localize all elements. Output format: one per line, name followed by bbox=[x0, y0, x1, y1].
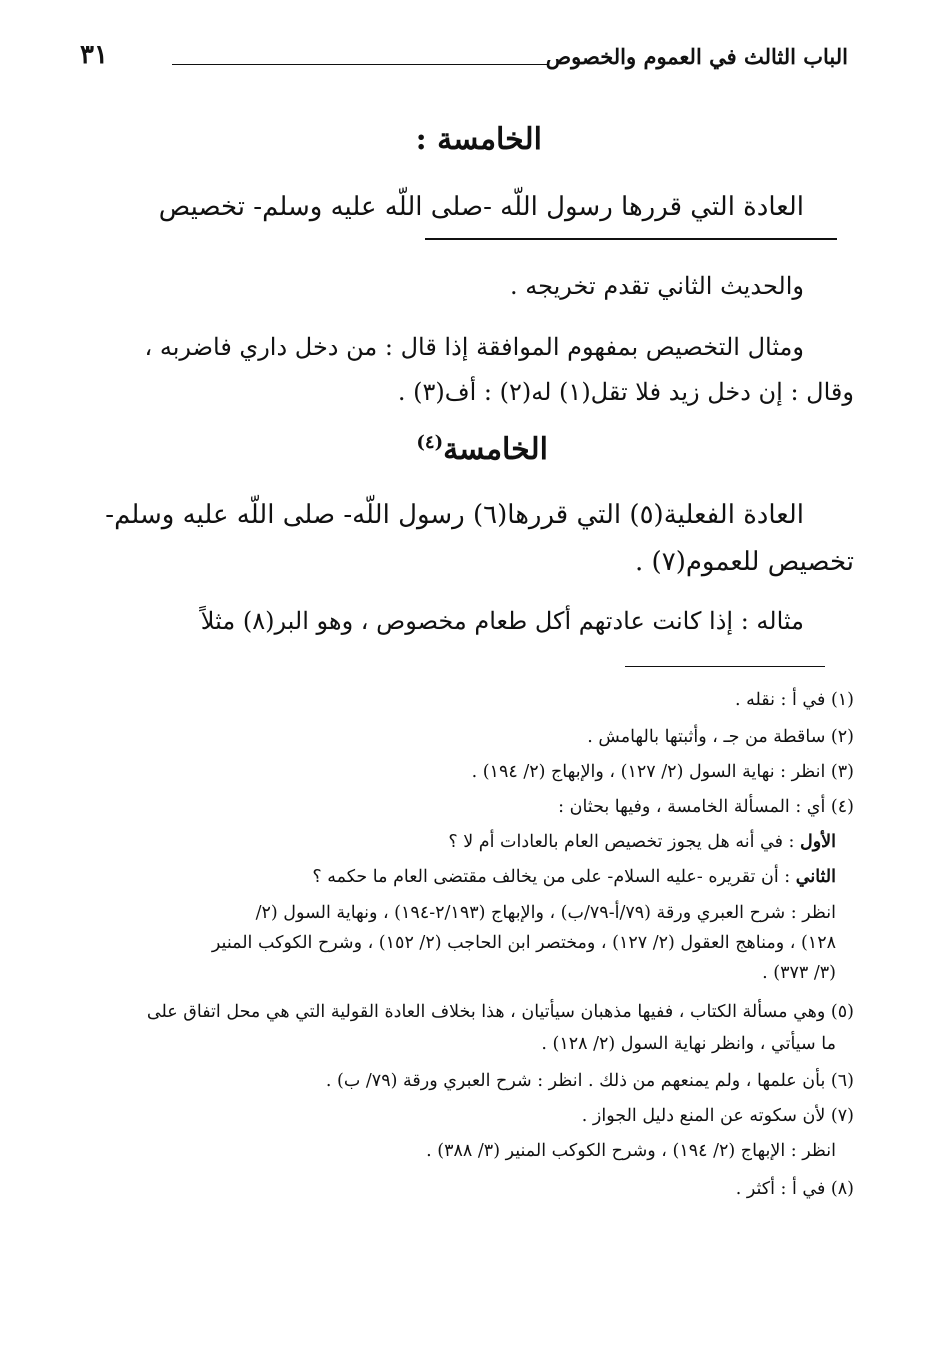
footnote-4-second-point bbox=[312, 867, 836, 887]
footnote-3: (٣) انظر : نهاية السول (٢/ ١٢٧) ، والإبهاج (٢/ ١٩٤) . bbox=[471, 762, 854, 782]
rule-statement-line: العادة الفعلية(٥) التي قررها(٦) رسول اللّه- صلى اللّه عليه وسلم- bbox=[105, 500, 804, 530]
footnote-2: (٢) ساقطة من جـ ، وأثبتها بالهامش . bbox=[587, 727, 854, 747]
header-rule bbox=[172, 64, 548, 65]
footnote-1: (١) في أ : نقله . bbox=[734, 690, 854, 710]
footnote-separator bbox=[625, 666, 825, 667]
rule-statement: العادة التي قررها رسول اللّه -صلى اللّه عليه وسلم- تخصيص bbox=[158, 192, 804, 222]
body-line: ومثال التخصيص بمفهوم الموافقة إذا قال : من دخل داري فاضربه ، bbox=[144, 333, 804, 361]
section-heading-fifth-footnoted bbox=[416, 432, 548, 467]
second-point-text: : أن تقريره -عليه السلام- على من يخالف مقتضى العام ما حكمه ؟ bbox=[312, 867, 796, 887]
footnote-5: (٥) وهي مسألة الكتاب ، ففيها مذهبان سيأتيان ، هذا بخلاف العادة القولية التي هي محل اتفاق على bbox=[146, 1002, 854, 1022]
footnote-5-continued: ما سيأتي ، وانظر نهاية السول (٢/ ١٢٨) . bbox=[541, 1034, 836, 1054]
footnote-4-reference: (٣/ ٣٧٣) . bbox=[762, 963, 836, 983]
page-number: ٣١ bbox=[80, 40, 108, 70]
rule-statement-line: تخصيص للعموم(٧) . bbox=[635, 547, 854, 577]
footnote-ref: (٤) bbox=[416, 432, 444, 453]
rule-underline bbox=[425, 238, 837, 240]
section-heading-fifth: الخامسة : bbox=[415, 122, 542, 157]
body-line: مثاله : إذا كانت عادتهم أكل طعام مخصوص ، وهو البر(٨) مثلاً bbox=[200, 607, 804, 635]
footnote-8: (٨) في أ : أكثر . bbox=[735, 1179, 854, 1199]
body-line: والحديث الثاني تقدم تخريجه . bbox=[510, 272, 804, 300]
footnote-7-reference: انظر : الإبهاج (٢/ ١٩٤) ، وشرح الكوكب المنير (٣/ ٣٨٨) . bbox=[426, 1141, 836, 1161]
chapter-title: الباب الثالث في العموم والخصوص bbox=[545, 44, 848, 69]
footnote-4: (٤) أي : المسألة الخامسة ، وفيها بحثان : bbox=[558, 797, 854, 817]
body-line: وقال : إن دخل زيد فلا تقل(١) له(٢) : أف(٣) . bbox=[397, 378, 854, 406]
second-point-label: الثاني bbox=[795, 867, 836, 887]
footnote-4-reference: انظر : شرح العبري ورقة (٧٩/أ-٧٩/ب) ، والإبهاج (٢/١٩٣-١٩٤) ، ونهاية السول (٢/ bbox=[255, 903, 836, 923]
footnote-7: (٧) لأن سكوته عن المنع دليل الجواز . bbox=[581, 1106, 854, 1126]
first-point-text: : في أنه هل يجوز تخصيص العام بالعادات أم لا ؟ bbox=[448, 832, 800, 852]
heading-text: الخامسة bbox=[443, 432, 548, 467]
footnote-4-reference: ١٢٨) ، ومناهج العقول (٢/ ١٢٧) ، ومختصر ابن الحاجب (٢/ ١٥٢) ، وشرح الكوكب المنير bbox=[211, 933, 836, 953]
footnote-6: (٦) بأن علمها ، ولم يمنعهم من ذلك . انظر : شرح العبري ورقة (٧٩/ ب) . bbox=[325, 1071, 854, 1091]
first-point-label: الأول bbox=[799, 832, 836, 852]
footnote-4-first-point bbox=[448, 832, 836, 852]
